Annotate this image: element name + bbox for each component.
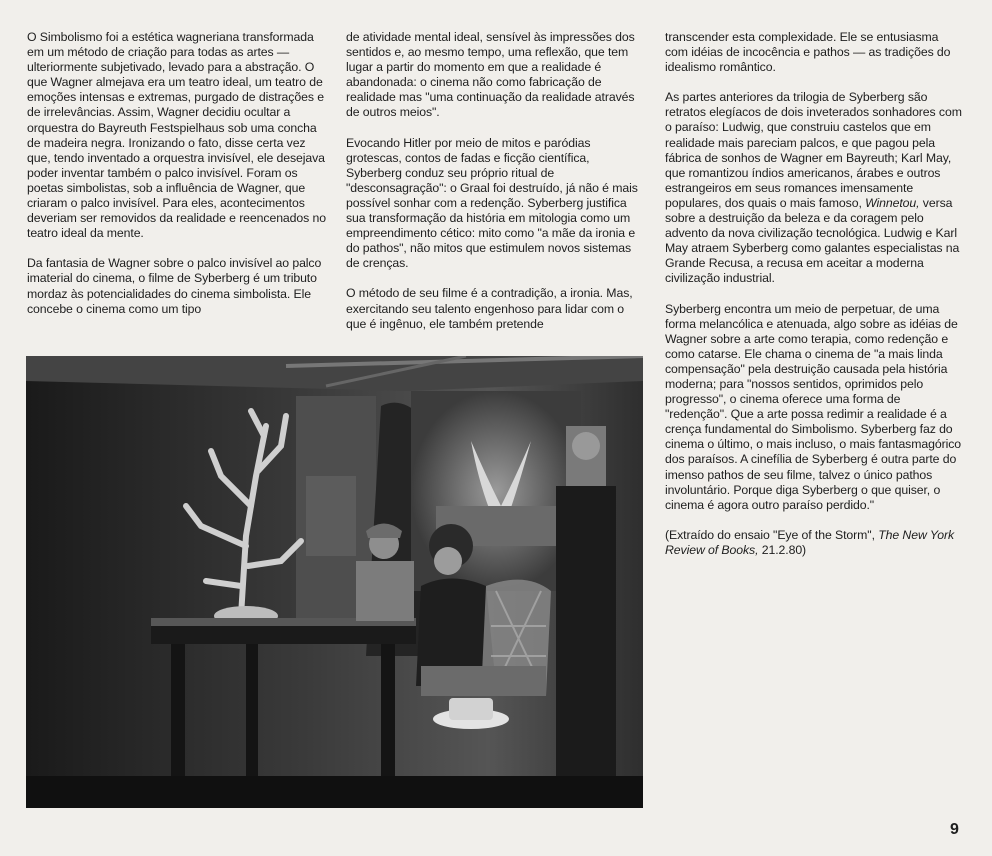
paragraph (665, 90, 963, 286)
book-title: Winnetou, (865, 195, 920, 210)
citation-date: 21.2.80) (761, 542, 807, 557)
page-number: 9 (950, 821, 959, 838)
paragraph: O Simbolismo foi a estética wagneriana transformada em um método de criação para todas as artes — ulteriormente subjetivado, levado para a abstração. O que Wagner almejava era um teatro ideal, um teatro de emoções intensas e extremas, purgado de distrações e de irrelevâncias. Assim, Wagner decidiu ocultar a orquestra do Bayreuth Festspielhaus sob uma concha de madeira negra. Ironizando o fato, disse certa vez que, tendo inventado a orquestra invisível, ele desejava poder inventar também o palco invisível. Foram os poetas simbolistas, sob a influência de Wagner, que criaram o palco invisível. Para eles, acontecimentos deveriam ser removidos da realidade e reencenados no teatro ideal da mente. (27, 30, 326, 241)
paragraph: Syberberg encontra um meio de perpetuar, de uma forma melancólica e atenuada, algo sobre as idéias de Wagner sobre a arte como terapia, como redenção e como catarse. Ele chama o cinema de "a mais linda compensação" pela destruição causada pela história moderna; para "nossos sentidos, oprimidos pelo progresso", o cinema oferece uma forma de "redenção". Que a arte possa redimir a realidade é a crença fundamental do Simbolismo. Syberberg faz do cinema o último, o mais incluso, o mais fantasmagórico dos paraísos. A cinefília de Syberberg é outra parte do imenso pathos de seu filme, talvez o único pathos involuntário. Porque diga Syberberg o que quiser, o cinema é agora outro paraíso perdido." (665, 301, 962, 512)
text-column-2 (346, 30, 644, 347)
film-still-photo (26, 356, 643, 808)
paragraph: transcender esta complexidade. Ele se entusiasma com idéias de incocência e pathos — as tradições do idealismo romântico. (665, 30, 951, 75)
paragraph: Evocando Hitler por meio de mitos e paródias grotescas, contos de fadas e ficção científica, Syberberg conduz seu próprio ritual de "desconsagração": o Graal foi destruído, já não é mais possível sonhar com a redenção. Syberberg justifica sua transformação da história em mitologia como um empreendimento cético: mito como "a mãe da ironia e do pathos", não mitos que estimulem novos sistemas de crenças. (346, 135, 638, 271)
text-column-3 (665, 30, 963, 558)
paragraph: de atividade mental ideal, sensível às impressões dos sentidos e, ao mesmo tempo, uma reflexão, que tem lugar a partir do momento em que a realidade é abandonada: o cinema não como fabricação de realidade mas "uma continuação da realidade através de outros meios". (346, 30, 635, 120)
text-column-1 (27, 30, 327, 332)
citation-text: (Extraído do ensaio "Eye of the Storm", (665, 527, 875, 542)
paragraph-text: versa sobre a destruição da beleza e da coragem pelo advento da nova civilização tecnológica. Ludwig e Karl May atraem Syberberg como galantes especialistas na Grande Recusa, a recusa em aceitar a moderna civilização industrial. (665, 195, 960, 286)
paragraph-text: As partes anteriores da trilogia de Syberberg são retratos elegíacos de dois inveterados sonhadores com o paraíso: Ludwig, que construiu castelos que em realidade mais pareciam palcos, e que pagou pela fábrica de sonhos de Wagner em Bayreuth; Karl May, que romantizou índios americanos, árabes e outros estrangeiros em seus romances imensamente populares, dos quais o mais famoso, (665, 90, 962, 210)
publication-title: The New York Review of Books, (665, 527, 955, 557)
film-still-illustration (26, 356, 643, 808)
source-citation (665, 528, 963, 558)
paragraph: Da fantasia de Wagner sobre o palco invisível ao palco imaterial do cinema, o filme de Syberberg é um tributo mordaz às potencialidades do cinema simbolista. Ele concebe o cinema como um tipo (27, 256, 322, 316)
paragraph: O método de seu filme é a contradição, a ironia. Mas, exercitando seu talento engenhoso para lidar com o que é ingênuo, ele também pretende (346, 286, 633, 331)
